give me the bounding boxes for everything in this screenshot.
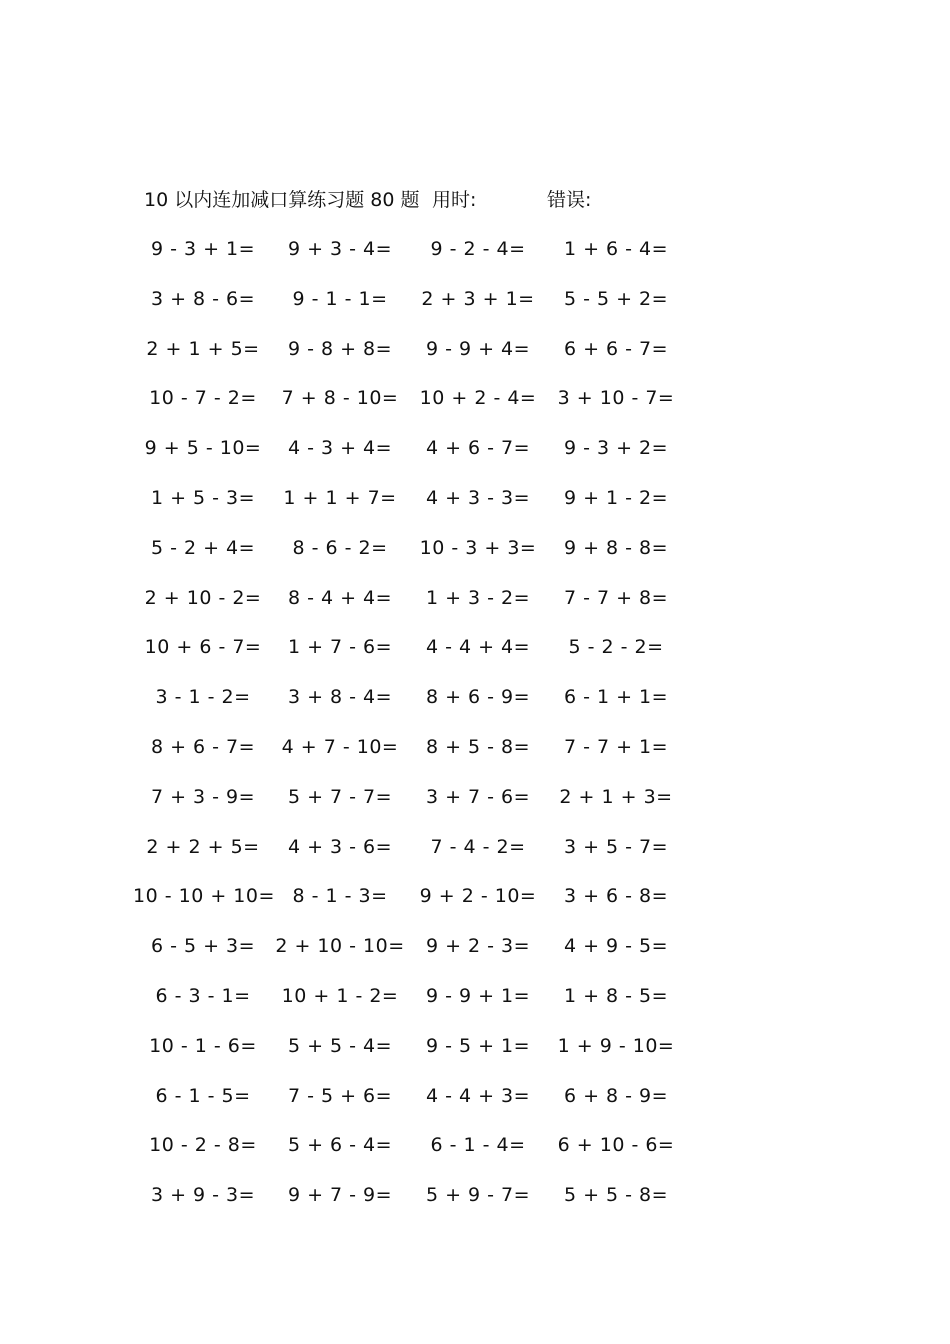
problem-item: 9 - 9 + 4= [425,337,531,360]
problem-row [0,583,950,633]
problem-item: 9 + 7 - 9= [287,1184,393,1207]
problem-item: 1 + 7 - 6= [287,636,393,659]
problem-item: 9 - 2 - 4= [430,238,526,260]
problem-row [0,682,950,732]
problem-item: 5 - 2 + 4= [150,536,256,559]
worksheet-title: 10 以内连加减口算练习题 80 题 [144,189,420,211]
problem-item: 10 - 7 - 2= [149,387,257,410]
problem-item: 8 + 6 - 7= [150,735,256,758]
problem-item: 8 + 5 - 8= [425,735,531,758]
problem-item: 6 - 3 - 1= [155,984,251,1007]
problem-item: 2 + 3 + 1= [421,287,535,310]
problem-row [0,1081,950,1131]
problem-item: 7 + 8 - 10= [281,387,399,410]
problem-item: 7 + 3 - 9= [150,785,256,808]
problem-item: 2 + 10 - 2= [144,586,262,609]
problem-row [0,732,950,782]
problem-row [0,383,950,433]
problem-item: 6 + 10 - 6= [557,1134,675,1157]
problem-item: 10 - 1 - 6= [149,1034,257,1057]
problem-row [0,832,950,882]
problem-item: 4 + 7 - 10= [281,735,399,758]
problem-item: 1 + 8 - 5= [563,984,669,1007]
problem-item: 1 + 3 - 2= [425,586,531,609]
problem-row [0,1031,950,1081]
problem-row [0,881,950,931]
problem-item: 4 - 3 + 4= [287,437,393,460]
problem-item: 9 + 8 - 8= [563,536,669,559]
problem-item: 6 - 1 + 1= [563,686,669,709]
problem-item: 3 + 9 - 3= [150,1184,256,1207]
problem-item: 5 + 6 - 4= [287,1134,393,1157]
problem-item: 2 + 2 + 5= [146,835,260,858]
problem-row [0,782,950,832]
worksheet-header [0,186,950,214]
problem-item: 10 + 2 - 4= [419,387,537,410]
problem-row [0,284,950,334]
problem-item: 9 + 5 - 10= [144,437,262,460]
problem-item: 10 - 10 + 10= [133,885,275,908]
problem-item: 3 - 1 - 2= [155,686,251,709]
problem-item: 2 + 1 + 5= [146,337,260,360]
problem-item: 2 + 1 + 3= [559,785,673,808]
problem-item: 9 - 1 - 1= [292,287,388,310]
problem-row [0,1130,950,1180]
problem-item: 6 - 5 + 3= [150,935,256,958]
problem-item: 8 - 4 + 4= [287,586,393,609]
problem-item: 7 - 5 + 6= [287,1084,393,1107]
problem-item: 8 - 6 - 2= [292,536,388,559]
problem-item: 4 + 3 - 6= [287,835,393,858]
problem-item: 10 - 2 - 8= [149,1134,257,1157]
problem-item: 4 + 9 - 5= [563,935,669,958]
problem-item: 10 + 1 - 2= [281,984,399,1007]
problem-item: 6 + 8 - 9= [563,1084,669,1107]
problem-item: 2 + 10 - 10= [275,935,405,958]
problem-row [0,483,950,533]
problem-item: 5 - 5 + 2= [563,287,669,310]
problem-item: 1 + 1 + 7= [283,486,397,509]
problem-item: 3 + 8 - 6= [150,287,256,310]
problem-row [0,632,950,682]
problem-item: 8 + 6 - 9= [425,686,531,709]
problem-item: 10 + 6 - 7= [144,636,262,659]
problem-item: 4 + 3 - 3= [425,486,531,509]
problem-item: 9 - 5 + 1= [425,1034,531,1057]
problem-item: 6 + 6 - 7= [563,337,669,360]
problem-item: 9 - 3 + 1= [150,238,256,260]
problem-item: 1 + 5 - 3= [150,486,256,509]
problem-row [0,981,950,1031]
problem-row [0,433,950,483]
problem-item: 7 - 7 + 1= [563,735,669,758]
problem-item: 3 + 10 - 7= [557,387,675,410]
problem-row [0,931,950,981]
problem-item: 6 - 1 - 4= [430,1134,526,1157]
problem-item: 1 + 9 - 10= [557,1034,675,1057]
problem-item: 4 - 4 + 3= [425,1084,531,1107]
problem-item: 5 + 7 - 7= [287,785,393,808]
error-label: 错误: [547,189,592,211]
problem-item: 10 - 3 + 3= [419,536,537,559]
problem-item: 5 + 5 - 8= [563,1184,669,1207]
problem-item: 5 + 9 - 7= [425,1184,531,1207]
problem-item: 3 + 5 - 7= [563,835,669,858]
problem-item: 5 - 2 - 2= [568,636,664,659]
problem-grid [0,234,950,1230]
problem-item: 9 - 8 + 8= [287,337,393,360]
problem-row [0,1180,950,1230]
problem-item: 5 + 5 - 4= [287,1034,393,1057]
problem-item: 6 - 1 - 5= [155,1084,251,1107]
problem-row [0,334,950,384]
problem-item: 4 - 4 + 4= [425,636,531,659]
problem-item: 9 - 9 + 1= [425,984,531,1007]
problem-item: 1 + 6 - 4= [563,238,669,260]
problem-item: 9 + 3 - 4= [287,238,393,260]
problem-item: 4 + 6 - 7= [425,437,531,460]
problem-item: 9 + 2 - 3= [425,935,531,958]
problem-item: 7 - 4 - 2= [430,835,526,858]
problem-item: 3 + 7 - 6= [425,785,531,808]
problem-row [0,533,950,583]
problem-item: 3 + 6 - 8= [563,885,669,908]
problem-item: 9 + 1 - 2= [563,486,669,509]
problem-item: 3 + 8 - 4= [287,686,393,709]
problem-item: 9 + 2 - 10= [419,885,537,908]
time-label: 用时: [432,189,477,211]
problem-item: 9 - 3 + 2= [563,437,669,460]
problem-row [0,234,950,284]
problem-item: 8 - 1 - 3= [292,885,388,908]
problem-item: 7 - 7 + 8= [563,586,669,609]
